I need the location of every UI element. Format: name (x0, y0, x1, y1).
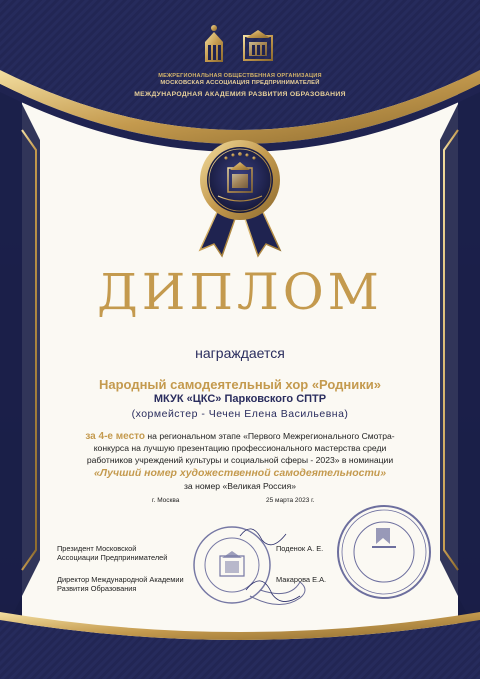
body-line1 (0, 431, 480, 442)
medal-emblem-icon (200, 140, 280, 220)
org-line2: МОСКОВСКАЯ АССОЦИАЦИЯ ПРЕДПРИНИМАТЕЛЕЙ (160, 80, 320, 86)
for-number: за номер «Великая Россия» (183, 481, 297, 491)
recipient-choirmaster: (хормейстер - Чечен Елена Васильевна) (131, 408, 349, 420)
body-line3: работников учреждений культуры и социальной сферы - 2023» в номинации (86, 455, 394, 465)
signatory1-name: Поденок А. Е. (276, 544, 324, 553)
signatory2-name: Макарова Е.А. (276, 575, 327, 584)
recipient-name: Народный самодеятельный хор «Родники» (98, 377, 381, 392)
signatory1-position-line2: Ассоциации Предпринимателей (57, 553, 168, 562)
signatory2-position-line2: Развития Образования (57, 584, 137, 593)
awarded-label: награждается (195, 345, 285, 361)
signatory1-position-line1: Президент Московской (57, 544, 137, 553)
body-line1-rest: на региональном этапе «Первого Межрегионального Смотра- (145, 431, 395, 441)
body-line2: конкурса на лучшую презентацию профессионального мастерства среди (93, 443, 387, 453)
org-line3: МЕЖДУНАРОДНАЯ АКАДЕМИЯ РАЗВИТИЯ ОБРАЗОВАНИЯ (134, 91, 346, 98)
recipient-institution: МКУК «ЦКС» Парковского СПТР (153, 393, 327, 405)
date: 25 марта 2023 г. (266, 497, 315, 504)
org-line1: МЕЖРЕГИОНАЛЬНАЯ ОБЩЕСТВЕННАЯ ОРГАНИЗАЦИЯ (158, 73, 322, 79)
nomination: «Лучший номер художественной самодеятельности» (93, 467, 387, 479)
place-text: за 4-е место (85, 431, 146, 442)
signatory2-position-line1: Директор Международной Академии (57, 575, 184, 584)
city: г. Москва (152, 497, 180, 504)
diploma-title: ДИПЛОМ (97, 263, 383, 321)
